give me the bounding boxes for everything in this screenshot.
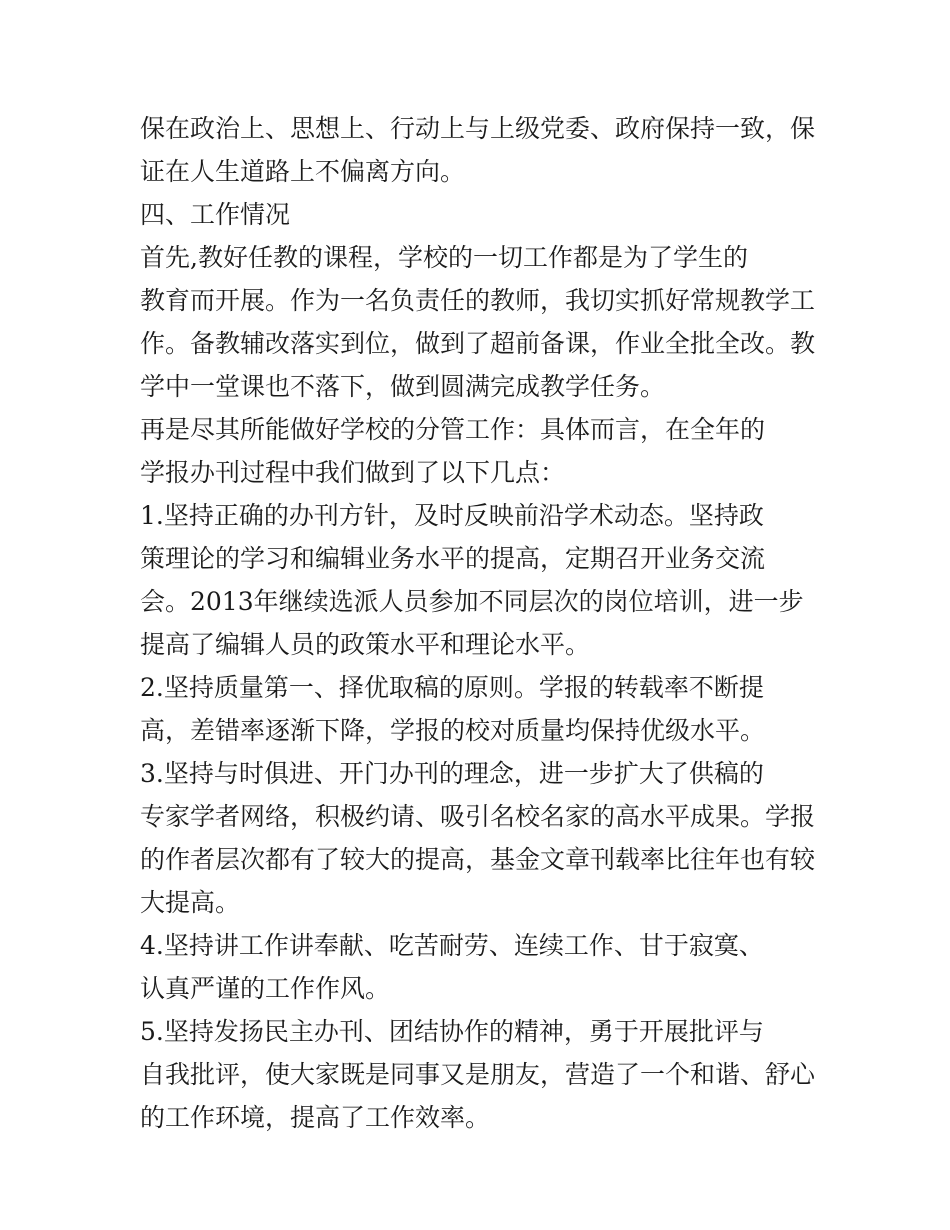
list-item-1: 1.坚持正确的办刊方针，及时反映前沿学术动态。坚持政 bbox=[140, 501, 764, 530]
list-item-4: 4.坚持讲工作讲奉献、吃苦耐劳、连续工作、甘于寂寞、 bbox=[140, 931, 764, 960]
text-line: 大提高。 bbox=[140, 888, 241, 917]
text-line: 的作者层次都有了较大的提高，基金文章刊载率比往年也有较 bbox=[140, 845, 816, 874]
text-line: 再是尽其所能做好学校的分管工作：具体而言，在全年的 bbox=[140, 415, 766, 444]
text-line: 高，差错率逐渐下降，学报的校对质量均保持优级水平。 bbox=[140, 716, 766, 745]
text-line: 学报办刊过程中我们做到了以下几点： bbox=[140, 458, 566, 487]
text-line: 提高了编辑人员的政策水平和理论水平。 bbox=[140, 630, 591, 659]
text-line: 会。2013年继续选派人员参加不同层次的岗位培训，进一步 bbox=[140, 587, 804, 616]
text-line: 证在人生道路上不偏离方向。 bbox=[140, 157, 466, 186]
text-line: 保在政治上、思想上、行动上与上级党委、政府保持一致，保 bbox=[140, 114, 816, 143]
text-line: 首先,教好任教的课程，学校的一切工作都是为了学生的 bbox=[140, 243, 748, 272]
document-body bbox=[140, 107, 816, 1139]
text-line: 策理论的学习和编辑业务水平的提高，定期召开业务交流 bbox=[140, 544, 766, 573]
text-line: 认真严谨的工作作风。 bbox=[140, 974, 391, 1003]
list-item-3: 3.坚持与时俱进、开门办刊的理念，进一步扩大了供稿的 bbox=[140, 759, 764, 788]
text-line: 自我批评，使大家既是同事又是朋友，营造了一个和谐、舒心 bbox=[140, 1060, 816, 1089]
text-line: 教育而开展。作为一名负责任的教师，我切实抓好常规教学工 bbox=[140, 286, 816, 315]
section-heading: 四、工作情况 bbox=[140, 200, 291, 229]
text-line: 作。备教辅改落实到位，做到了超前备课，作业全批全改。教 bbox=[140, 329, 816, 358]
list-item-2: 2.坚持质量第一、择优取稿的原则。学报的转载率不断提 bbox=[140, 673, 764, 702]
list-item-5: 5.坚持发扬民主办刊、团结协作的精神，勇于开展批评与 bbox=[140, 1017, 764, 1046]
text-line: 学中一堂课也不落下，做到圆满完成教学任务。 bbox=[140, 372, 666, 401]
text-line: 的工作环境，提高了工作效率。 bbox=[140, 1103, 491, 1132]
text-line: 专家学者网络，积极约请、吸引名校名家的高水平成果。学报 bbox=[140, 802, 816, 831]
